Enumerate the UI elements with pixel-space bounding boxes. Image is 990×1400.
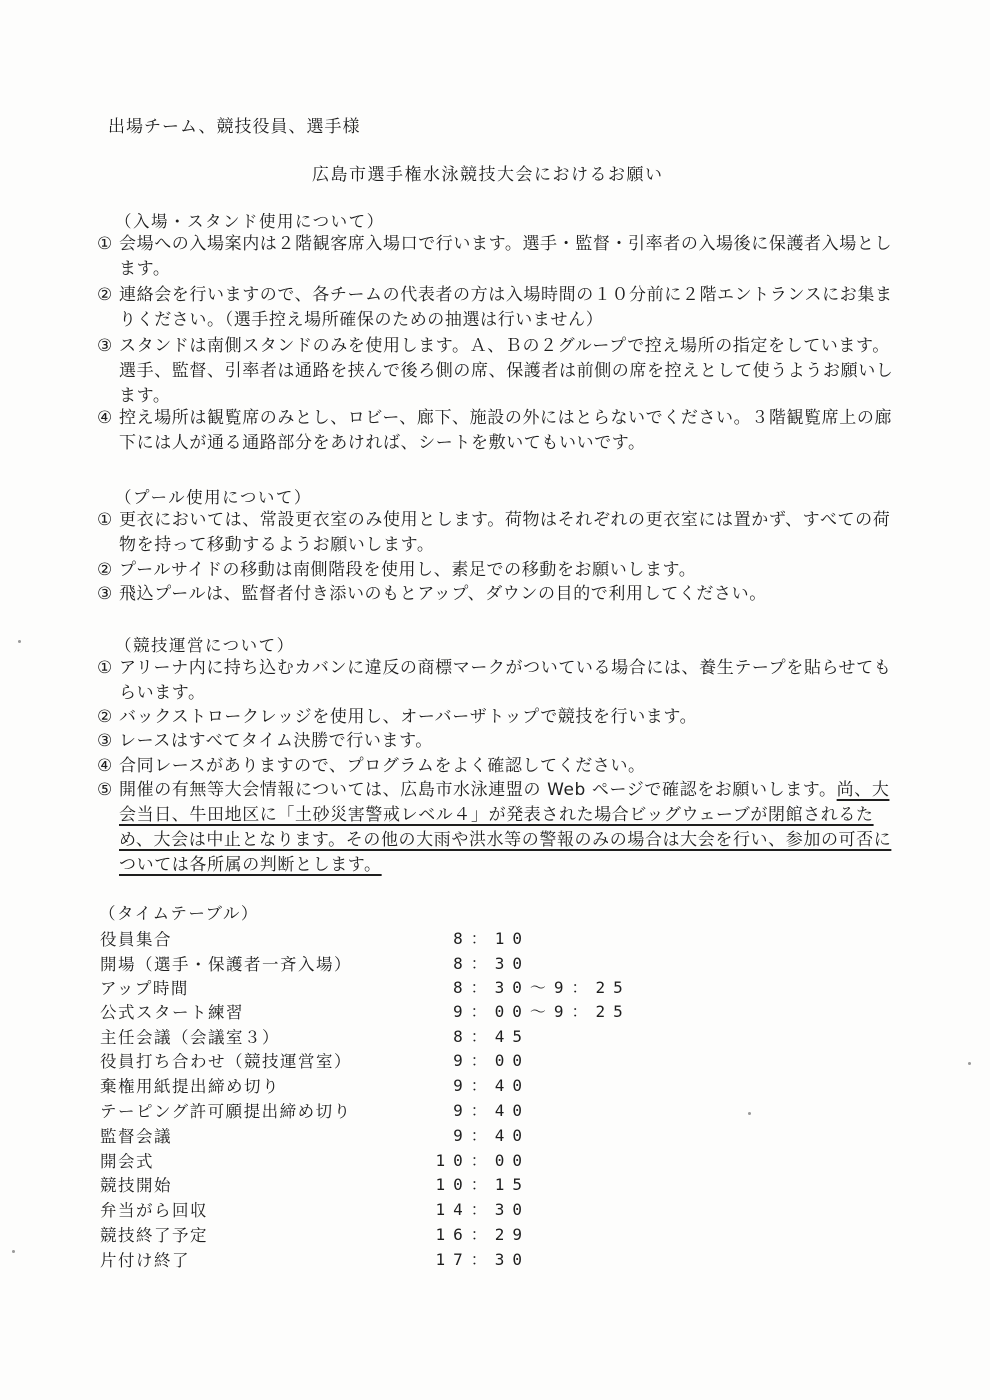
timetable-time: 9：40	[453, 1126, 530, 1145]
timetable-row	[100, 926, 660, 950]
timetable-time: 16：29	[435, 1225, 530, 1244]
timetable-time: 9：40	[453, 1101, 530, 1120]
timetable-label: テーピング許可願提出締め切り	[100, 1102, 352, 1121]
timetable-row	[100, 1024, 660, 1048]
item-number: ①	[97, 510, 113, 530]
timetable-row	[100, 1098, 660, 1122]
operations-item-4	[97, 754, 897, 779]
timetable-row	[100, 1073, 660, 1097]
section-heading-operations: （競技運営について）	[115, 636, 295, 655]
addressee-line: 出場チーム、競技役員、選手様	[108, 117, 361, 137]
timetable-label: 棄権用紙提出締め切り	[100, 1077, 280, 1096]
timetable-row	[100, 1148, 660, 1172]
timetable-time: 9：40	[453, 1076, 530, 1095]
item-text: 控え場所は観覧席のみとし、ロビー、廊下、施設の外にはとらないでください。３階観覧席上の廊下には人が通る通路部分をあければ、シートを敷いてもいいです。	[119, 408, 893, 453]
timetable-label: 役員打ち合わせ（競技運営室）	[100, 1052, 352, 1071]
item-text: 開催の有無等大会情報については、広島市水泳連盟の Web ページで確認をお願いします。	[119, 780, 837, 800]
timetable-label: 主任会議（会議室３）	[100, 1028, 280, 1047]
entry-item-1	[97, 232, 897, 282]
item-number: ③	[97, 731, 113, 751]
timetable-label: アップ時間	[100, 979, 189, 998]
timetable-time: 8：30～9：25	[453, 978, 631, 997]
item-text: 会場への入場案内は２階観客席入場口で行います。選手・監督・引率者の入場後に保護者入場とします。	[119, 234, 893, 279]
pool-item-1	[97, 508, 897, 558]
timetable-time: 9：00～9：25	[453, 1002, 631, 1021]
timetable-row	[100, 951, 660, 975]
pool-item-3	[97, 582, 897, 607]
item-text: 更衣においては、常設更衣室のみ使用とします。荷物はそれぞれの更衣室には置かず、すべての荷物を持って移動するようお願いします。	[119, 510, 891, 555]
scan-speck	[968, 1062, 971, 1065]
section-heading-entry: （入場・スタンド使用について）	[115, 212, 385, 231]
item-number: ②	[97, 707, 113, 727]
timetable-row	[100, 1197, 660, 1221]
timetable-label: 公式スタート練習	[100, 1003, 244, 1022]
timetable-heading: （タイムテーブル）	[99, 904, 259, 923]
timetable-row	[100, 1048, 660, 1072]
item-number: ④	[97, 756, 113, 776]
section-heading-pool: （プール使用について）	[115, 488, 312, 507]
timetable-label: 監督会議	[100, 1127, 172, 1146]
timetable-row	[100, 1123, 660, 1147]
timetable-label: 役員集合	[100, 930, 172, 949]
item-text: スタンドは南側スタンドのみを使用します。Ａ、Ｂの２グループで控え場所の指定をしています。選手、監督、引率者は通路を挟んで後ろ側の席、保護者は前側の席を控えとして使うようお願いします。	[119, 336, 894, 406]
timetable-time: 8：45	[453, 1027, 530, 1046]
timetable-row	[100, 999, 660, 1023]
item-number: ④	[97, 408, 113, 428]
timetable-row	[100, 1247, 660, 1271]
item-text: アリーナ内に持ち込むカバンに違反の商標マークがついている場合には、養生テープを貼らせてもらいます。	[119, 658, 892, 703]
timetable-label: 競技終了予定	[100, 1226, 208, 1245]
item-number: ⑤	[97, 780, 113, 800]
timetable-time: 8：10	[453, 929, 530, 948]
item-text: バックストロークレッジを使用し、オーバーザトップで競技を行います。	[119, 707, 698, 727]
scan-speck	[18, 640, 21, 643]
operations-item-3	[97, 729, 897, 754]
operations-item-1	[97, 656, 897, 706]
timetable-label: 競技開始	[100, 1176, 172, 1195]
timetable-time: 8：30	[453, 954, 530, 973]
timetable-time: 10：00	[435, 1151, 530, 1170]
item-number: ②	[97, 285, 113, 305]
entry-item-4	[97, 406, 897, 456]
operations-item-5	[97, 778, 897, 878]
scan-speck	[748, 1112, 751, 1115]
underlined-notice: 尚、大会当日、牛田地区に「土砂災害警戒レベル４」が発表された場合ビッグウェーブが閉館されるため、大会は中止となります。その他の大雨や洪水等の警報のみの場合は大会を行い、参加の可否については各所属の判断とします。	[119, 780, 892, 875]
timetable-time: 17：30	[435, 1250, 530, 1269]
timetable-time: 9：00	[453, 1051, 530, 1070]
item-text: 合同レースがありますので、プログラムをよく確認してください。	[119, 756, 646, 776]
item-number: ①	[97, 658, 113, 678]
item-text-block	[97, 778, 897, 878]
item-number: ①	[97, 234, 113, 254]
document-title: 広島市選手権水泳競技大会におけるお願い	[312, 165, 664, 185]
entry-item-2	[97, 283, 897, 333]
timetable-row	[100, 1172, 660, 1196]
item-number: ③	[97, 584, 113, 604]
operations-item-2	[97, 705, 897, 730]
timetable-row	[100, 975, 660, 999]
pool-item-2	[97, 558, 897, 583]
timetable-label: 開場（選手・保護者一斉入場）	[100, 955, 352, 974]
timetable-label: 弁当がら回収	[100, 1201, 208, 1220]
item-text: プールサイドの移動は南側階段を使用し、素足での移動をお願いします。	[119, 560, 697, 580]
scan-speck	[12, 1250, 15, 1253]
item-number: ③	[97, 336, 113, 356]
timetable-label: 開会式	[100, 1152, 154, 1171]
entry-item-3	[97, 334, 897, 409]
timetable-time: 14：30	[435, 1200, 530, 1219]
item-number: ②	[97, 560, 113, 580]
item-text: レースはすべてタイム決勝で行います。	[119, 731, 433, 751]
item-text: 飛込プールは、監督者付き添いのもとアップ、ダウンの目的で利用してください。	[119, 584, 767, 604]
timetable-label: 片付け終了	[100, 1251, 190, 1270]
timetable-time: 10：15	[435, 1175, 530, 1194]
timetable-row	[100, 1222, 660, 1246]
item-text: 連絡会を行いますので、各チームの代表者の方は入場時間の１０分前に２階エントランスにお集まりください。（選手控え場所確保のための抽選は行いません）	[119, 285, 893, 330]
